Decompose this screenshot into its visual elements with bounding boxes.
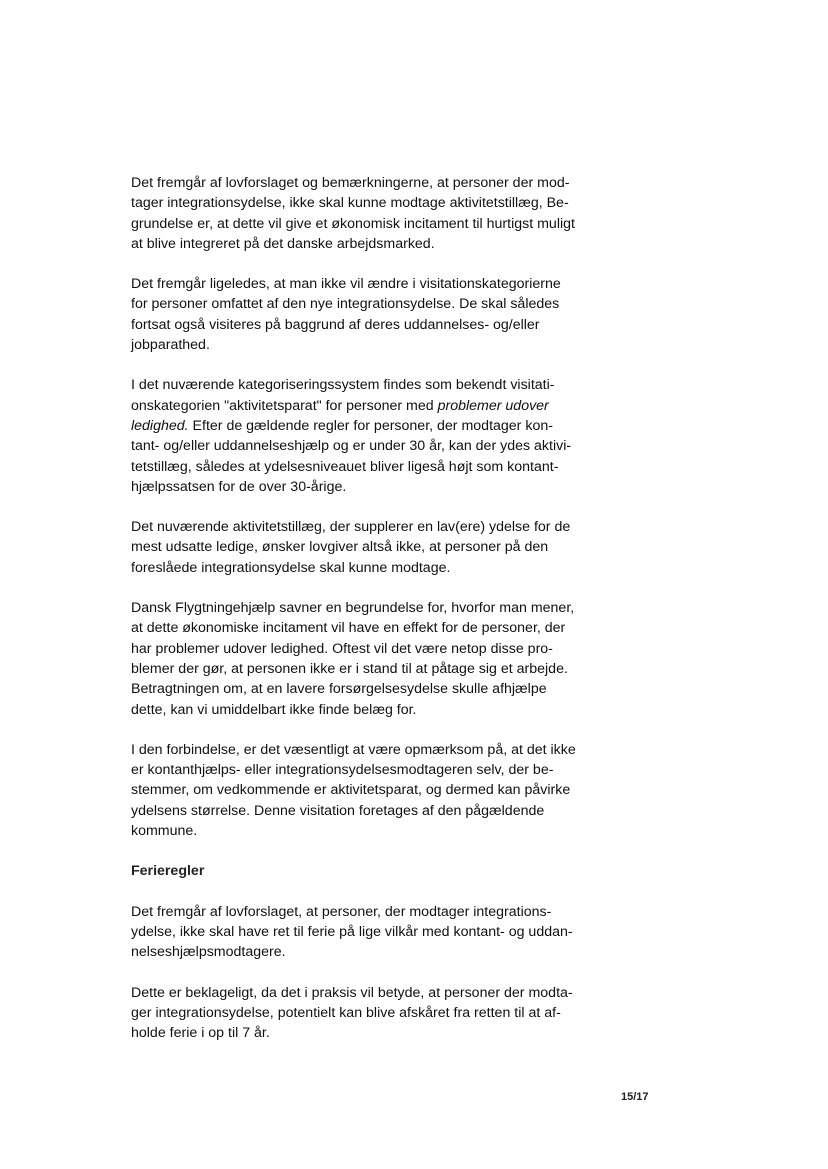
text-line: ger integrationsydelse, potentielt kan blive afskåret fra retten til at af-	[131, 1004, 561, 1021]
text-line: for personer omfattet af den nye integrationsydelse. De skal således	[131, 296, 560, 313]
text-line: holde ferie i op til 7 år.	[131, 1025, 270, 1042]
text-line: kommune.	[131, 823, 198, 840]
paragraph-5	[131, 598, 601, 720]
emphasized-text: problemer udover	[437, 397, 549, 414]
emphasized-text: ledighed.	[131, 417, 189, 434]
text-line: blemer der gør, at personen ikke er i stand til at påtage sig et arbejde.	[131, 660, 568, 677]
text-line: I den forbindelse, er det væsentligt at være opmærksom på, at det ikke	[131, 741, 576, 758]
paragraph-2	[131, 274, 601, 355]
text-line: fortsat også visiteres på baggrund af deres uddannelses- og/eller	[131, 316, 540, 333]
text-line: Det fremgår af lovforslaget, at personer, der modtager integrations-	[131, 903, 552, 920]
text-line	[131, 396, 601, 416]
text-line: tetstillæg, således at ydelsesniveauet bliver ligeså højt som kontant-	[131, 458, 559, 475]
paragraph-8	[131, 983, 601, 1044]
text-line: ydelse, ikke skal have ret til ferie på lige vilkår med kontant- og uddan-	[131, 923, 573, 940]
text-line: Det fremgår af lovforslaget og bemærkningerne, at personer der mod-	[131, 175, 570, 191]
text-line: Betragtningen om, at en lavere forsørgelsesydelse skulle afhjælpe	[131, 681, 547, 698]
text-line: I det nuværende kategoriseringssystem findes som bekendt visitati-	[131, 377, 555, 394]
text-line: hjælpssatsen for de over 30-årige.	[131, 478, 347, 495]
document-body	[131, 173, 601, 1043]
paragraph-6	[131, 740, 601, 841]
text-line: Dansk Flygtningehjælp savner en begrundelse for, hvorfor man mener,	[131, 600, 575, 617]
text-line	[131, 416, 601, 436]
text-line: at dette økonomiske incitament vil have en effekt for de personer, der	[131, 620, 566, 637]
section-heading: Ferieregler	[131, 863, 205, 880]
text-segment: onskategorien "aktivitetsparat" for personer med	[131, 397, 438, 414]
text-line: Det fremgår ligeledes, at man ikke vil ændre i visitationskategorierne	[131, 276, 561, 293]
text-line: stemmer, om vedkommende er aktivitetsparat, og dermed kan påvirke	[131, 782, 571, 799]
text-line: mest udsatte ledige, ønsker lovgiver altså ikke, at personer på den	[131, 539, 549, 556]
text-line: Dette er beklageligt, da det i praksis vil betyde, at personer der modta-	[131, 984, 573, 1001]
paragraph-7	[131, 902, 601, 963]
text-line: er kontanthjælps- eller integrationsydelsesmodtageren selv, der be-	[131, 762, 554, 779]
text-line: Det nuværende aktivitetstillæg, der supplerer en lav(ere) ydelse for de	[131, 519, 571, 536]
paragraph-3	[131, 375, 601, 497]
text-line: dette, kan vi umiddelbart ikke finde belæg for.	[131, 701, 417, 718]
text-line: foreslåede integrationsydelse skal kunne modtage.	[131, 559, 451, 576]
text-line: ydelsens størrelse. Denne visitation foretages af den pågældende	[131, 802, 545, 819]
page-number: 15/17	[621, 1091, 649, 1103]
text-line: nelseshjælpsmodtagere.	[131, 944, 286, 961]
text-line: jobparathed.	[131, 337, 210, 354]
text-line: har problemer udover ledighed. Oftest vil det være netop disse pro-	[131, 640, 553, 657]
text-line: tager integrationsydelse, ikke skal kunne modtage aktivitetstillæg, Be-	[131, 195, 569, 212]
text-line: at blive integreret på det danske arbejdsmarked.	[131, 235, 435, 252]
text-line: tant- og/eller uddannelseshjælp og er under 30 år, kan der ydes aktivi-	[131, 438, 572, 455]
text-segment: Efter de gældende regler for personer, der modtager kon-	[188, 417, 553, 434]
text-line: grundelse er, at dette vil give et økonomisk incitament til hurtigst muligt	[131, 215, 575, 232]
paragraph-4	[131, 517, 601, 578]
paragraph-1	[131, 173, 601, 254]
